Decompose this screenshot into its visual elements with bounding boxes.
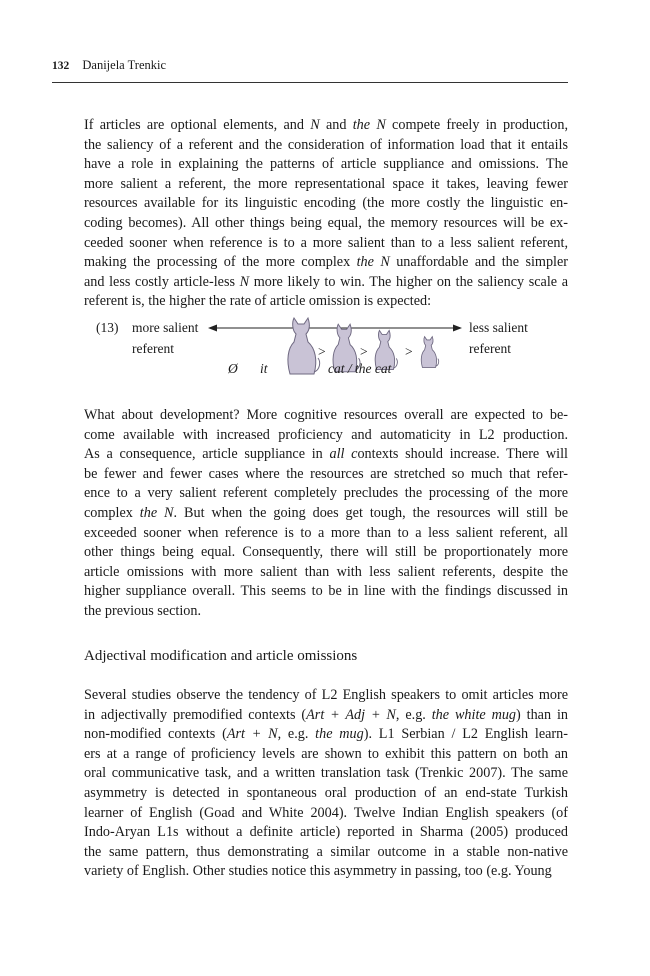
section-heading: Adjectival modification and article omissions	[84, 648, 358, 664]
text-line	[84, 843, 568, 863]
page-number: 132	[52, 60, 70, 72]
text-run: ontexts should increase. There will	[357, 446, 569, 463]
text-line	[84, 706, 568, 726]
text-line	[84, 804, 568, 824]
text-run: , e.g.	[395, 706, 432, 723]
text-run: coding becomes). All other things being equal, the memory resources will be ex-	[84, 214, 568, 231]
text-line	[84, 524, 568, 544]
italic-run: all c	[329, 446, 358, 463]
italic-run: the N	[356, 254, 390, 271]
italic-run: N	[239, 273, 250, 290]
text-run: As a consequence, article suppliance in	[84, 446, 330, 463]
text-run: the previous section.	[84, 602, 202, 619]
form-zero: Ø	[228, 361, 238, 376]
form-pronoun: it	[260, 361, 268, 376]
running-author: Danijela Trenkic	[82, 58, 167, 72]
left-label-1: more salient	[132, 320, 199, 335]
text-run: Indo-Aryan L1s without a definite article) reported in Sharma (2005) produced	[84, 824, 568, 841]
text-line	[84, 426, 568, 446]
text-run: complex	[84, 504, 140, 521]
text-run: other things being equal. Consequently, there will still be proportionately more	[84, 544, 568, 561]
text-run: What about development? More cognitive resources overall are expected to be-	[84, 407, 568, 423]
text-run: and	[319, 117, 353, 133]
text-run: oral communicative task, and a written translation task (Trenkic 2007). The same	[84, 765, 568, 782]
text-run: referent is, the higher the rate of article omission is expected:	[84, 293, 432, 310]
right-label-1: less salient	[469, 320, 528, 335]
text-line	[84, 484, 568, 504]
italic-run: Art + N	[226, 726, 278, 743]
text-run: learner of English (Goad and White 2004). Twelve Indian English speakers (of	[84, 804, 568, 821]
text-run: exceeded sooner when reference is to a more than to a less salient referent, all	[84, 524, 568, 541]
comparator-1: >	[318, 344, 326, 359]
comparator-2: >	[360, 344, 368, 359]
italic-run: Art + Adj + N	[306, 706, 396, 723]
text-run: resources available for its linguistic encoding (the more costly the linguistic en-	[84, 195, 568, 212]
text-run: asymmetry is detected in spontaneous oral production of an end-state Turkish	[84, 784, 568, 801]
text-run: making the processing of the more complex	[84, 254, 357, 271]
text-line	[84, 543, 568, 563]
form-noun-phrases: cat / the cat	[328, 361, 392, 376]
text-line	[84, 823, 568, 843]
text-run: ers at a range of proficiency levels are shown to exhibit this pattern on both an	[84, 745, 568, 762]
running-header	[52, 58, 568, 83]
text-run: ) than in	[516, 706, 569, 723]
text-run: , e.g.	[277, 726, 316, 743]
text-line	[84, 465, 568, 485]
text-run: the saliency of a referent and the consideration of information load that it entails	[84, 136, 568, 153]
text-run: . But when the going does get tough, the resources will still be	[173, 504, 569, 521]
italic-run: N	[310, 117, 320, 133]
text-line	[84, 445, 568, 465]
text-line	[84, 136, 568, 156]
text-line	[84, 273, 568, 293]
text-line	[84, 214, 568, 234]
text-run: ). L1 Serbian / L2 English learn-	[363, 726, 568, 743]
italic-run: the N	[139, 504, 174, 521]
text-run: more likely to win. The higher on the saliency scale a	[249, 273, 568, 290]
text-line	[84, 292, 568, 312]
comparator-3: >	[405, 344, 413, 359]
italic-run: the white mug	[431, 706, 517, 723]
text-run: have a role in explaining the patterns of article suppliance and omissions. The	[84, 156, 568, 173]
text-line	[84, 764, 568, 784]
text-line	[84, 725, 568, 745]
text-run: come available with increased proficiency and automaticity in L2 production.	[84, 426, 568, 443]
text-line	[84, 155, 568, 175]
cat-icon-largest	[282, 316, 322, 376]
text-run: compete freely in production,	[385, 117, 569, 133]
text-line	[84, 686, 568, 706]
text-line	[84, 234, 568, 254]
text-run: unaffordable and the simpler	[389, 254, 568, 271]
left-label-2: referent	[132, 341, 174, 356]
text-run: Several studies observe the tendency of L2 English speakers to omit articles more	[84, 687, 568, 703]
text-run: be fewer and fewer cases where the resources are stretched so much that refer-	[84, 465, 568, 482]
text-run: in adjectivally premodified contexts (	[84, 706, 307, 723]
example-number: (13)	[96, 320, 119, 335]
saliency-scale-arrow	[84, 314, 568, 394]
paragraph-development	[84, 406, 568, 622]
text-line	[84, 563, 568, 583]
text-run: non-modified contexts (	[84, 726, 227, 743]
text-run: ence to a very salient referent completely precludes the processing of the more	[84, 485, 568, 502]
paragraph-adjectival	[84, 686, 568, 882]
italic-run: the N	[352, 117, 386, 133]
paragraph-saliency	[84, 116, 568, 312]
text-run: article omissions with more salient than with less salient referents, despite the	[84, 563, 568, 580]
text-line	[84, 116, 568, 136]
text-run: higher suppliance overall. This seems to be in line with the findings discussed in	[84, 583, 568, 600]
text-line	[84, 406, 568, 426]
text-line	[84, 253, 568, 273]
text-line	[84, 175, 568, 195]
text-run: the same pattern, thus demonstrating a similar outcome in a stable non-native	[84, 843, 568, 860]
text-line	[84, 784, 568, 804]
italic-run: the mug	[315, 726, 364, 743]
text-line	[84, 862, 568, 882]
cat-icon-small	[418, 334, 440, 370]
text-line	[84, 745, 568, 765]
text-run: ceeded sooner when reference is to a more salient than to a less salient referent,	[84, 234, 568, 251]
text-line	[84, 582, 568, 602]
text-line	[84, 504, 568, 524]
text-run: and less costly article-less	[84, 273, 240, 290]
text-run: variety of English. Other studies notice this asymmetry in passing, too (e.g. Young	[84, 863, 552, 880]
right-label-2: referent	[469, 341, 511, 356]
text-run: more salient a referent, the more representational space it takes, leaving fewer	[84, 175, 568, 192]
text-line	[84, 194, 568, 214]
example-13	[84, 314, 568, 394]
text-run: If articles are optional elements, and	[84, 117, 311, 133]
text-line	[84, 602, 568, 622]
